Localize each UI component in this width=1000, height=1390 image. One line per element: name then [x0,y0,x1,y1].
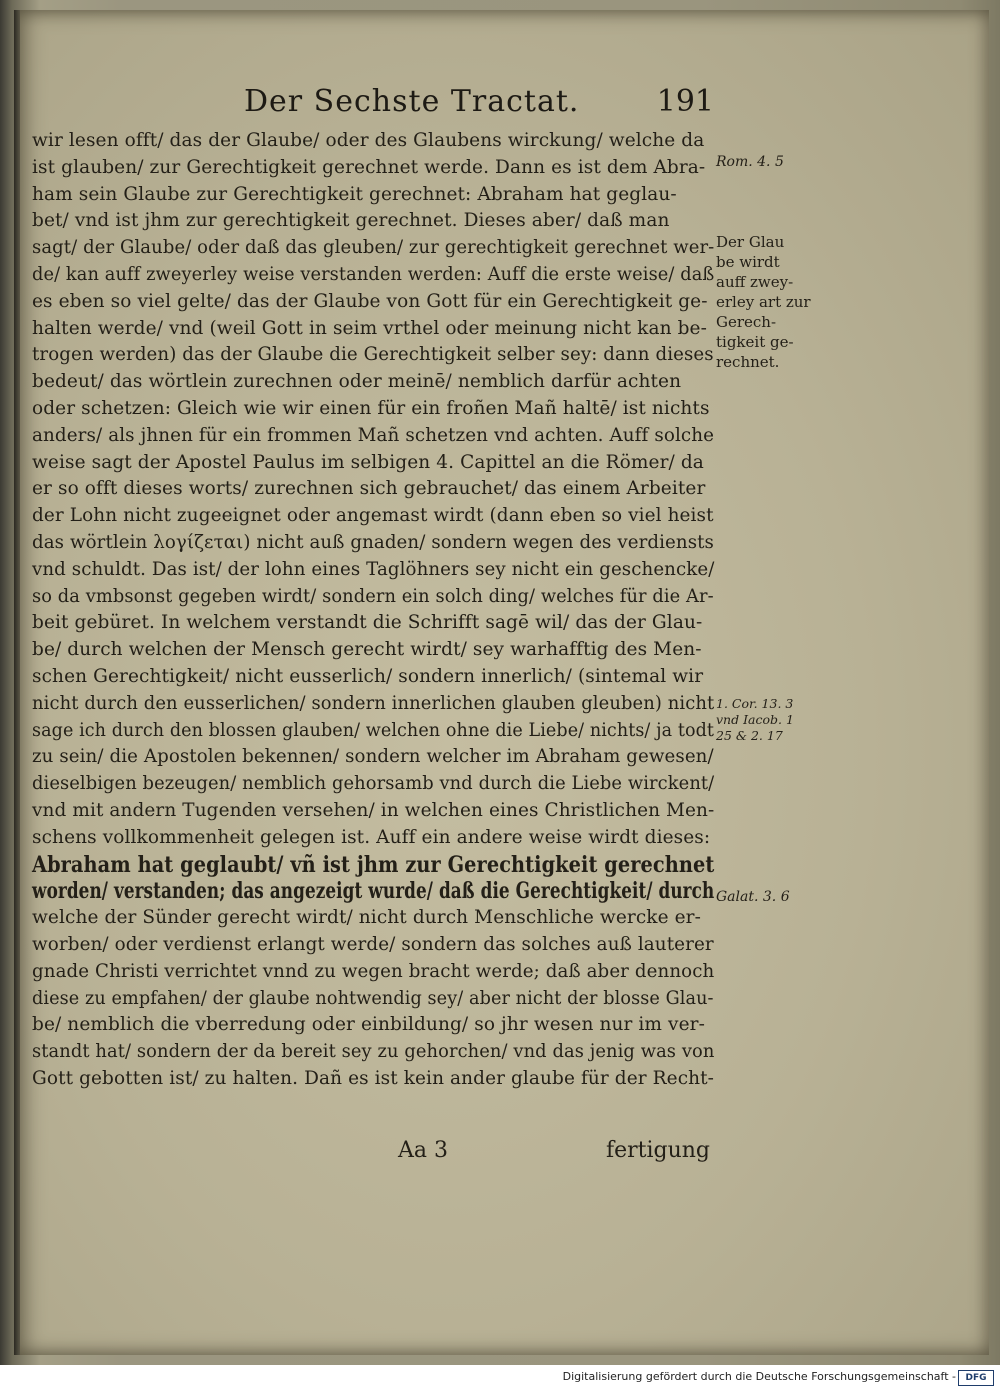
margin-note-line: tigkeit ge- [716,333,794,351]
margin-reference-line: 25 & 2. 17 [716,728,783,743]
text-line: be/ nemblich die vberredung oder einbildung/ so jhr wesen nur im ver- [32,1014,705,1036]
text-line: dieselbigen bezeugen/ nemblich gehorsamb vnd durch die Liebe wirckent/ [32,773,715,795]
dfg-logo: DFG [958,1370,994,1386]
text-line: beit gebüret. In welchem verstandt die Schrifft sagē wil/ das der Glau- [32,612,703,634]
margin-reference-galatians: Galat. 3. 6 [716,889,790,905]
text-line: worben/ oder verdienst erlangt werde/ sondern das solches auß lauterer [32,933,714,955]
text-line: Abraham hat geglaubt/ vñ ist jhm zur Gerechtigkeit gerechnet [32,851,715,878]
text-line: schens vollkommenheit gelegen ist. Auff ein andere weise wirdt dieses: [32,826,711,848]
text-line: schen Gerechtigkeit/ nicht eusserlich/ sondern innerlich/ (sintemal wir [32,665,704,687]
running-title: Der Sechste Tractat. [244,84,580,119]
text-line: bedeut/ das wörtlein zurechnen oder meinē/ nemblich darfür achten [32,371,682,393]
text-line: zu sein/ die Apostolen bekennen/ sondern welcher im Abraham gewesen/ [32,746,714,768]
margin-note-line: Der Glau [716,233,785,251]
text-line: anders/ als jhnen für ein frommen Mañ schetzen vnd achten. Auff solche [32,424,715,446]
text-line: be/ durch welchen der Mensch gerecht wirdt/ sey warhafftig des Men- [32,639,702,661]
text-line: oder schetzen: Gleich wie wir einen für ein froñen Mañ haltē/ ist nichts [32,397,710,419]
body-text [32,128,714,1093]
text-line: halten werde/ vnd (weil Gott in seim vrthel oder meinung nicht kan be- [32,317,707,339]
margin-note-line: erley art zur [716,293,811,311]
margin-note-line: auff zwey- [716,273,794,291]
funding-notice: Digitalisierung gefördert durch die Deutsche Forschungsgemeinschaft - [562,1370,956,1383]
text-line: gnade Christi verrichtet vnnd zu wegen bracht werde; daß aber dennoch [32,960,715,982]
margin-reference-corinthians [716,696,820,744]
margin-reference-line: vnd Iacob. 1 [716,712,794,727]
page-header [244,84,714,128]
scan-footer [0,1365,1000,1390]
margin-note-line: rechnet. [716,353,780,371]
margin-reference-line: 1. Cor. 13. 3 [716,696,794,711]
page-foot-marks [388,1138,718,1168]
margin-note [716,232,820,372]
text-line: vnd mit andern Tugenden versehen/ in welchen eines Christlichen Men- [32,799,715,821]
text-line: trogen werden) das der Glaube die Gerechtigkeit selber sey: dann dieses [32,344,714,366]
text-line: es eben so viel gelte/ das der Glaube von Gott für ein Gerechtigkeit ge- [32,290,708,312]
text-line: diese zu empfahen/ der glaube nohtwendig sey/ aber nicht der blosse Glau- [32,987,714,1009]
text-line: worden/ verstanden; das angezeigt wurde/ daß die Gerechtigkeit/ durch [32,878,715,905]
signature-mark: Aa 3 [398,1138,448,1163]
text-line: ham sein Glaube zur Gerechtigkeit gerechnet: Abraham hat geglau- [32,183,677,205]
text-line: wir lesen offt/ das der Glaube/ oder des Glaubens wirckung/ welche da [32,130,705,151]
margin-note-line: be wirdt [716,253,780,271]
text-line: standt hat/ sondern der da bereit sey zu gehorchen/ vnd das jenig was von [32,1041,715,1063]
text-line: vnd schuldt. Das ist/ der lohn eines Taglöhners sey nicht ein geschencke/ [32,558,715,580]
catchword: fertigung [605,1138,710,1163]
text-line: de/ kan auff zweyerley weise verstanden werden: Auff die erste weise/ daß [32,263,715,285]
text-line: weise sagt der Apostel Paulus im selbigen 4. Capittel an die Römer/ da [32,451,704,473]
text-line: bet/ vnd ist jhm zur gerechtigkeit gerechnet. Dieses aber/ daß man [32,210,670,232]
text-line: so da vmbsonst gegeben wirdt/ sondern ein solch ding/ welches für die Ar- [32,585,714,607]
text-line: sagt/ der Glaube/ oder daß das gleuben/ zur gerechtigkeit gerechnet wer- [32,237,715,259]
page-number: 191 [656,84,714,119]
margin-note-line: Gerech- [716,313,777,331]
margin-reference-romans: Rom. 4. 5 [716,154,784,170]
text-line: Gott gebotten ist/ zu halten. Dañ es ist kein ander glaube für der Recht- [32,1067,715,1089]
text-line: das wörtlein λογίζεται) nicht auß gnaden/ sondern wegen des verdiensts [32,531,714,553]
page-binding-edge [14,10,20,1355]
text-line: welche der Sünder gerecht wirdt/ nicht durch Menschliche wercke er- [32,907,701,929]
text-line: ist glauben/ zur Gerechtigkeit gerechnet werde. Dann es ist dem Abra- [32,156,706,178]
text-line: er so offt dieses worts/ zurechnen sich gebrauchet/ das einem Arbeiter [32,478,706,500]
text-line: nicht durch den eusserlichen/ sondern innerlichen glauben gleuben) nicht [32,692,715,714]
text-line: sage ich durch den blossen glauben/ welchen ohne die Liebe/ nichts/ ja todt [32,719,715,741]
text-line: der Lohn nicht zugeeignet oder angemast wirdt (dann eben so viel heist [32,505,714,527]
